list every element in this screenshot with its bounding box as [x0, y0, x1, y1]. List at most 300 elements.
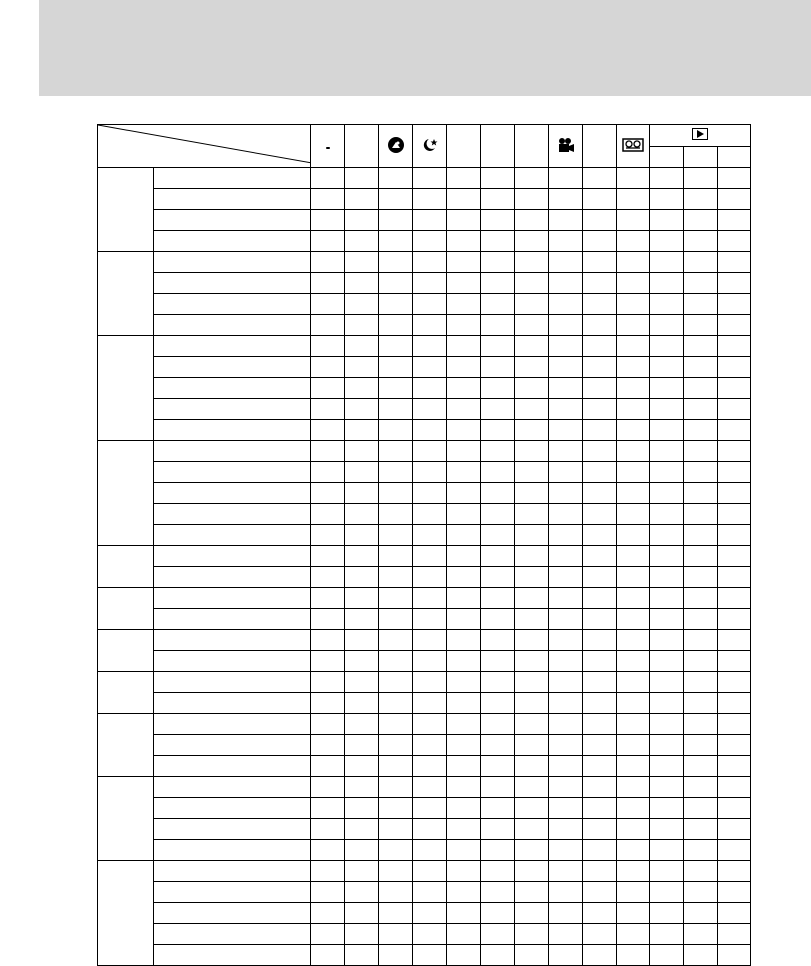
table-row [98, 819, 751, 840]
mark-cell [345, 420, 379, 441]
mark-cell [311, 924, 345, 945]
mark-cell [515, 189, 549, 210]
mark-cell [379, 378, 413, 399]
mark-cell [583, 861, 617, 882]
mark-cell [413, 168, 447, 189]
mark-cell [311, 336, 345, 357]
mark-cell [617, 798, 650, 819]
mark-cell [583, 882, 617, 903]
mark-cell [345, 252, 379, 273]
mark-cell [311, 483, 345, 504]
subcolumn-wav [718, 147, 751, 168]
mark-cell [345, 546, 379, 567]
mark-cell [447, 819, 481, 840]
mode-header-myset [583, 125, 617, 168]
mark-cell [413, 420, 447, 441]
mark-cell [650, 861, 684, 882]
mark-cell [549, 231, 583, 252]
mark-cell [549, 609, 583, 630]
mark-cell [583, 462, 617, 483]
table-row [98, 798, 751, 819]
mark-cell [413, 630, 447, 651]
mark-cell [684, 189, 718, 210]
mark-cell [345, 525, 379, 546]
mark-cell [447, 294, 481, 315]
mark-cell [413, 777, 447, 798]
group-label-cell [98, 777, 154, 861]
mark-cell [583, 546, 617, 567]
mark-cell [718, 483, 751, 504]
mark-cell [311, 567, 345, 588]
scene-icon [379, 125, 413, 168]
mark-cell [481, 630, 515, 651]
mark-cell [345, 231, 379, 252]
mark-cell [549, 840, 583, 861]
mark-cell [549, 420, 583, 441]
mark-cell [515, 609, 549, 630]
mark-cell [718, 189, 751, 210]
row-label-cell [154, 504, 311, 525]
mark-cell [413, 189, 447, 210]
row-label-cell [154, 756, 311, 777]
table-row [98, 672, 751, 693]
mark-cell [379, 777, 413, 798]
mark-cell [311, 525, 345, 546]
mark-cell [345, 756, 379, 777]
mark-cell [549, 882, 583, 903]
mark-cell [617, 651, 650, 672]
mark-cell [583, 924, 617, 945]
mark-cell [515, 336, 549, 357]
row-label-cell [154, 357, 311, 378]
mark-cell [650, 294, 684, 315]
mark-cell [617, 168, 650, 189]
table-row [98, 210, 751, 231]
group-label-cell [98, 441, 154, 546]
mark-cell [481, 693, 515, 714]
corner-header-cell [98, 125, 311, 168]
mark-cell [650, 882, 684, 903]
mark-cell [311, 294, 345, 315]
mark-cell [413, 210, 447, 231]
mark-cell [481, 273, 515, 294]
mark-cell [311, 735, 345, 756]
mark-cell [413, 819, 447, 840]
table-row [98, 693, 751, 714]
mark-cell [481, 567, 515, 588]
mark-cell [345, 588, 379, 609]
mark-cell [684, 525, 718, 546]
group-label-cell [98, 714, 154, 777]
mark-cell [413, 483, 447, 504]
mark-cell [345, 861, 379, 882]
mark-cell [481, 819, 515, 840]
mark-cell [617, 189, 650, 210]
mode-header-m [515, 125, 549, 168]
mark-cell [617, 693, 650, 714]
mark-cell [549, 735, 583, 756]
mark-cell [447, 336, 481, 357]
row-label-cell [154, 651, 311, 672]
mark-cell [379, 609, 413, 630]
mark-cell [583, 840, 617, 861]
mark-cell [718, 378, 751, 399]
mark-cell [583, 189, 617, 210]
mark-cell [379, 546, 413, 567]
mark-cell [311, 462, 345, 483]
mark-cell [617, 504, 650, 525]
mark-cell [583, 504, 617, 525]
mark-cell [549, 945, 583, 966]
mark-cell [650, 336, 684, 357]
mark-cell [515, 504, 549, 525]
mark-cell [447, 945, 481, 966]
mark-cell [447, 546, 481, 567]
mark-cell [447, 168, 481, 189]
mark-cell [583, 357, 617, 378]
mark-cell [515, 210, 549, 231]
mark-cell [481, 294, 515, 315]
mark-cell [379, 168, 413, 189]
mark-cell [583, 336, 617, 357]
table-row [98, 609, 751, 630]
mark-cell [583, 315, 617, 336]
mark-cell [515, 357, 549, 378]
group-label-cell [98, 630, 154, 672]
mark-cell [413, 336, 447, 357]
mark-cell [549, 588, 583, 609]
mark-cell [345, 567, 379, 588]
mark-cell [583, 420, 617, 441]
mark-cell [311, 861, 345, 882]
mark-cell [379, 924, 413, 945]
mark-cell [549, 819, 583, 840]
mark-cell [549, 168, 583, 189]
mark-cell [684, 357, 718, 378]
mark-cell [413, 462, 447, 483]
mark-cell [515, 924, 549, 945]
mark-cell [481, 315, 515, 336]
mark-cell [718, 840, 751, 861]
mark-cell [413, 861, 447, 882]
mark-cell [718, 672, 751, 693]
mark-cell [379, 252, 413, 273]
mark-cell [617, 567, 650, 588]
mark-cell [650, 210, 684, 231]
table-row [98, 273, 751, 294]
mark-cell [583, 756, 617, 777]
mark-cell [515, 840, 549, 861]
mark-cell [413, 378, 447, 399]
table-row [98, 945, 751, 966]
mode-header-prog [345, 125, 379, 168]
mark-cell [311, 189, 345, 210]
mark-cell [650, 378, 684, 399]
mark-cell [447, 588, 481, 609]
mark-cell [379, 630, 413, 651]
mark-cell [447, 315, 481, 336]
mark-cell [481, 483, 515, 504]
mark-cell [617, 231, 650, 252]
mark-cell [718, 651, 751, 672]
mark-cell [413, 252, 447, 273]
mark-cell [515, 588, 549, 609]
row-label-cell [154, 861, 311, 882]
mark-cell [515, 462, 549, 483]
mark-cell [617, 420, 650, 441]
table-row [98, 714, 751, 735]
mark-cell [684, 630, 718, 651]
mark-cell [549, 525, 583, 546]
mark-cell [481, 357, 515, 378]
mark-cell [413, 798, 447, 819]
mark-cell [481, 609, 515, 630]
mark-cell [650, 672, 684, 693]
row-label-cell [154, 840, 311, 861]
mark-cell [549, 567, 583, 588]
mark-cell [311, 588, 345, 609]
mark-cell [650, 189, 684, 210]
mark-cell [311, 273, 345, 294]
table-row [98, 189, 751, 210]
mark-cell [718, 567, 751, 588]
table-row [98, 504, 751, 525]
mark-cell [583, 693, 617, 714]
mark-cell [379, 357, 413, 378]
mark-cell [345, 483, 379, 504]
mark-cell [481, 210, 515, 231]
mark-cell [345, 294, 379, 315]
mark-cell [583, 273, 617, 294]
mark-cell [583, 231, 617, 252]
mark-cell [379, 693, 413, 714]
mark-cell [481, 462, 515, 483]
mark-cell [515, 882, 549, 903]
mark-cell [447, 420, 481, 441]
mark-cell [447, 735, 481, 756]
row-label-cell [154, 210, 311, 231]
mark-cell [650, 525, 684, 546]
mark-cell [684, 840, 718, 861]
mark-cell [379, 756, 413, 777]
mark-cell [549, 693, 583, 714]
mark-cell [718, 210, 751, 231]
mark-cell [718, 798, 751, 819]
mark-cell [311, 819, 345, 840]
mark-cell [684, 546, 718, 567]
mark-cell [684, 903, 718, 924]
mark-cell [515, 441, 549, 462]
mark-cell [583, 525, 617, 546]
mark-cell [379, 819, 413, 840]
mark-cell [718, 336, 751, 357]
mark-cell [345, 903, 379, 924]
mark-cell [650, 546, 684, 567]
mark-cell [379, 672, 413, 693]
mark-cell [684, 651, 718, 672]
row-label-cell [154, 168, 311, 189]
mark-cell [515, 525, 549, 546]
mark-cell [515, 798, 549, 819]
mark-cell [481, 168, 515, 189]
mark-cell [311, 609, 345, 630]
mark-cell [515, 861, 549, 882]
mark-cell [379, 231, 413, 252]
mark-cell [447, 903, 481, 924]
row-label-cell [154, 399, 311, 420]
mark-cell [515, 630, 549, 651]
mark-cell [617, 882, 650, 903]
table-row [98, 399, 751, 420]
mark-cell [481, 840, 515, 861]
mark-cell [515, 735, 549, 756]
mark-cell [311, 798, 345, 819]
mark-cell [617, 630, 650, 651]
mark-cell [650, 567, 684, 588]
mark-cell [311, 756, 345, 777]
table-row [98, 756, 751, 777]
group-label-cell [98, 861, 154, 966]
table-row [98, 420, 751, 441]
mark-cell [447, 651, 481, 672]
mark-cell [345, 651, 379, 672]
mark-cell [650, 420, 684, 441]
table-row [98, 168, 751, 189]
mark-cell [379, 840, 413, 861]
mark-cell [311, 714, 345, 735]
mark-cell [345, 924, 379, 945]
night-icon [413, 125, 447, 168]
table-row [98, 861, 751, 882]
mark-cell [549, 378, 583, 399]
mark-cell [345, 210, 379, 231]
mark-cell [515, 714, 549, 735]
mark-cell [481, 798, 515, 819]
mark-cell [345, 504, 379, 525]
mark-cell [311, 840, 345, 861]
mark-cell [684, 945, 718, 966]
mark-cell [684, 588, 718, 609]
row-label-cell [154, 483, 311, 504]
mark-cell [345, 693, 379, 714]
mark-cell [718, 819, 751, 840]
playback-header [650, 125, 751, 147]
mark-cell [684, 483, 718, 504]
mark-cell [718, 861, 751, 882]
mark-cell [345, 840, 379, 861]
mark-cell [583, 210, 617, 231]
mark-cell [718, 399, 751, 420]
mark-cell [650, 903, 684, 924]
mark-cell [650, 399, 684, 420]
mark-cell [481, 189, 515, 210]
mark-cell [413, 294, 447, 315]
mark-cell [718, 252, 751, 273]
mark-cell [379, 294, 413, 315]
mark-cell [617, 672, 650, 693]
mark-cell [684, 231, 718, 252]
row-label-cell [154, 462, 311, 483]
movie-camera-icon [549, 125, 583, 168]
mark-cell [413, 231, 447, 252]
mark-cell [413, 273, 447, 294]
mark-cell [515, 252, 549, 273]
mark-cell [447, 672, 481, 693]
table-row [98, 588, 751, 609]
mark-cell [515, 756, 549, 777]
mark-cell [549, 210, 583, 231]
mark-cell [684, 210, 718, 231]
mark-cell [549, 294, 583, 315]
mark-cell [549, 714, 583, 735]
mark-cell [684, 609, 718, 630]
table-row [98, 567, 751, 588]
mark-cell [345, 315, 379, 336]
mark-cell [650, 462, 684, 483]
mark-cell [413, 672, 447, 693]
group-label-cell [98, 546, 154, 588]
mark-cell [684, 714, 718, 735]
mark-cell [447, 462, 481, 483]
mark-cell [379, 273, 413, 294]
mark-cell [447, 504, 481, 525]
mark-cell [718, 588, 751, 609]
mark-cell [718, 168, 751, 189]
mark-cell [549, 756, 583, 777]
mark-cell [447, 798, 481, 819]
mark-cell [447, 567, 481, 588]
row-label-cell [154, 630, 311, 651]
mark-cell [379, 315, 413, 336]
mark-cell [481, 903, 515, 924]
mark-cell [447, 756, 481, 777]
mark-cell [379, 567, 413, 588]
mark-cell [684, 672, 718, 693]
mark-cell [684, 777, 718, 798]
mark-cell [413, 840, 447, 861]
mark-cell [617, 525, 650, 546]
mark-cell [684, 693, 718, 714]
mark-cell [413, 609, 447, 630]
mark-cell [345, 819, 379, 840]
mark-cell [379, 336, 413, 357]
mark-cell [650, 693, 684, 714]
mark-cell [379, 861, 413, 882]
mark-cell [583, 609, 617, 630]
mark-cell [549, 399, 583, 420]
mark-cell [413, 546, 447, 567]
table-row [98, 735, 751, 756]
mark-cell [583, 588, 617, 609]
mark-cell [549, 252, 583, 273]
play-icon [692, 128, 708, 140]
diagonal-divider [98, 125, 311, 165]
mark-cell [345, 945, 379, 966]
mark-cell [515, 903, 549, 924]
mark-cell [617, 357, 650, 378]
mark-cell [650, 588, 684, 609]
mark-cell [379, 882, 413, 903]
mark-cell [379, 420, 413, 441]
mark-cell [718, 945, 751, 966]
mark-cell [481, 924, 515, 945]
mark-cell [345, 672, 379, 693]
mark-cell [379, 189, 413, 210]
mark-cell [583, 819, 617, 840]
mark-cell [345, 630, 379, 651]
table-row [98, 462, 751, 483]
mark-cell [718, 714, 751, 735]
